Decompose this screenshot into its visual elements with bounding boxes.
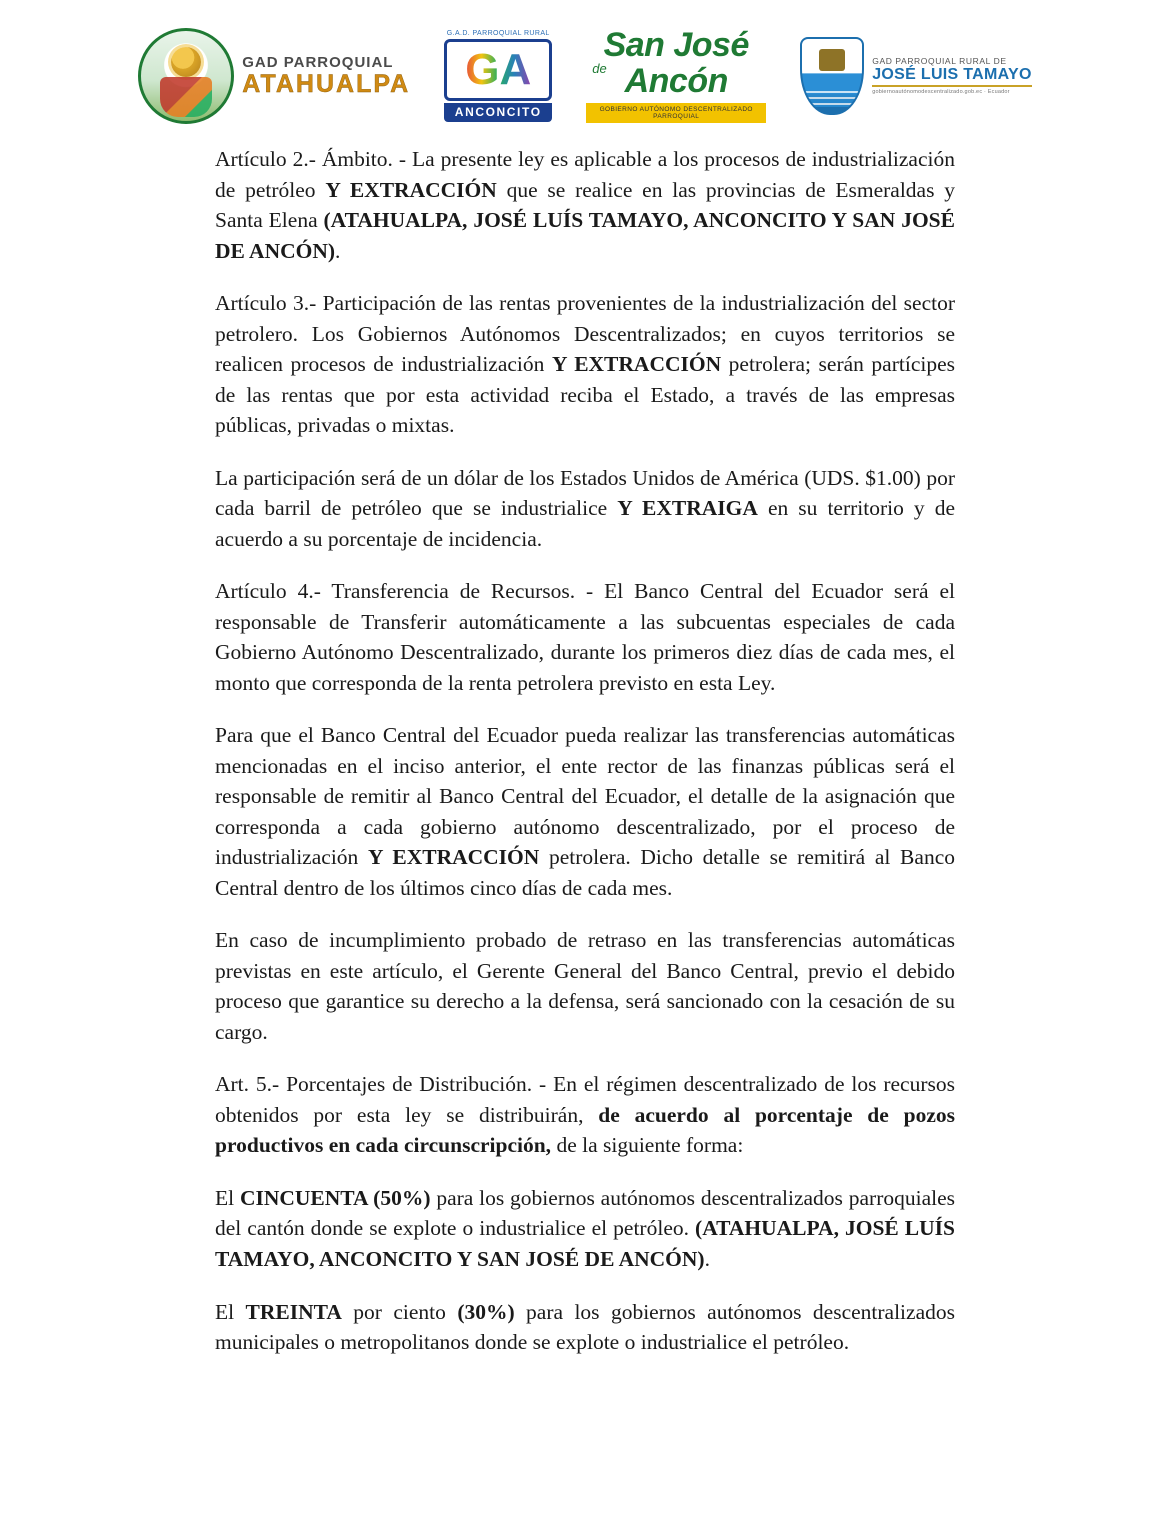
emphasis-run: (ATAHUALPA, JOSÉ LUÍS TAMAYO, ANCONCITO Y SAN JOSÉ DE ANCÓN)	[215, 208, 955, 263]
text-run: petrolera. Dicho detalle se remitirá al Banco Central dentro de los últimos cinco días de cada mes.	[215, 845, 955, 900]
document-body	[215, 144, 955, 1382]
emphasis-run: de acuerdo al porcentaje de pozos productivos en cada circunscripción,	[215, 1102, 955, 1158]
text-run: .	[335, 238, 341, 263]
tamayo-logo-line2: JOSÉ LUIS TAMAYO	[872, 65, 1032, 83]
text-run: Art. 5.- Porcentajes de Distribución. - En el régimen descentralizado de los recursos obtenidos por esta ley se distribuirán,	[215, 1072, 955, 1127]
text-run: Para que el Banco Central del Ecuador pueda realizar las transferencias automáticas mencionadas en el inciso anterior, el ente rector de las finanzas públicas será el responsable de remitir al Banco Central del Ecuador, el detalle de la asignación que corresponda a cada gobierno autónomo descentralizado, por el proceso de industrialización	[215, 723, 955, 870]
text-run: para los gobiernos autónomos descentralizados parroquiales del cantón donde se explote o industrialice el petróleo.	[215, 1185, 956, 1241]
articulo-5-porcentajes	[215, 1069, 955, 1161]
anconcito-logo-top: G.A.D. PARROQUIAL RURAL	[446, 30, 550, 37]
logo-san-jose-de-ancon	[586, 26, 766, 123]
ancon-logo-subtitle: GOBIERNO AUTÓNOMO DESCENTRALIZADO PARROQUIAL	[586, 103, 766, 123]
atahualpa-logo-line2: ATAHUALPA	[242, 69, 411, 98]
text-run: La participación será de un dólar de los Estados Unidos de América (UDS. $1.00) por cada barril de petróleo que se industrialice	[215, 465, 955, 521]
ancon-logo-line3: Ancón	[624, 61, 728, 100]
tamayo-logo-line3: gobiernoautónomodescentralizado.gob.ec · Ecuador	[872, 89, 1010, 96]
distribucion-treinta	[215, 1297, 955, 1358]
ancon-logo-line1: San José	[603, 26, 749, 65]
tamayo-logo-line1: GAD PARROQUIAL RURAL DE	[872, 55, 1007, 66]
incumplimiento-sancion	[215, 925, 955, 1047]
emphasis-run: CINCUENTA (50%)	[239, 1185, 431, 1210]
logo-gad-parroquial-atahualpa	[138, 28, 410, 124]
emphasis-run: Y EXTRACCIÓN	[367, 845, 540, 870]
articulo-3-participacion	[215, 288, 955, 441]
tamayo-logo-divider	[872, 85, 1032, 87]
text-run: En caso de incumplimiento probado de retraso en las transferencias automáticas previstas en este artículo, el Gerente General del Banco Central, previo el debido proceso que garantice su derecho a la defensa, será sancionado con la cesación de su cargo.	[215, 928, 955, 1044]
text-run: El	[215, 1299, 246, 1324]
text-run: Artículo 3.- Participación de las rentas provenientes de la industrialización del sector petrolero. Los Gobiernos Autónomos Descentralizados; en cuyos territorios se realicen procesos de industrialización	[215, 291, 955, 377]
anconcito-monogram-icon	[444, 39, 552, 101]
anconcito-logo-band: ANCONCITO	[444, 103, 552, 122]
emphasis-run: (ATAHUALPA, JOSÉ LUÍS TAMAYO, ANCONCITO Y SAN JOSÉ DE ANCÓN)	[215, 1216, 955, 1271]
text-run: de la siguiente forma:	[551, 1133, 744, 1158]
institutional-logo-bar	[0, 0, 1170, 138]
text-run: Artículo 2.- Ámbito. - La presente ley es aplicable a los procesos de industrialización de petróleo	[215, 147, 955, 202]
text-run: Artículo 4.- Transferencia de Recursos. - El Banco Central del Ecuador será el responsable de Transferir automáticamente a las subcuentas especiales de cada Gobierno Autónomo Descentralizado, durante los primeros diez días de cada mes, el monto que corresponda de la renta petrolera previsto en esta Ley.	[215, 579, 955, 695]
emphasis-run: Y EXTRACCIÓN	[551, 352, 722, 377]
participacion-dolar	[215, 463, 955, 555]
anconcito-logo-mark: GA	[465, 45, 532, 94]
text-run: petrolera; serán partícipes de las rentas que por esta actividad reciba el Estado, a través de las empresas públicas, privadas o mixtas.	[215, 352, 955, 438]
ancon-logo-line2: de	[592, 60, 607, 76]
emphasis-run: TREINTA	[245, 1299, 342, 1324]
text-run: por ciento	[341, 1299, 458, 1324]
emphasis-run: Y EXTRAIGA	[617, 496, 758, 521]
text-run: .	[704, 1246, 710, 1271]
text-run: que se realice en las provincias de Esmeraldas y Santa Elena	[215, 177, 955, 233]
logo-gad-parroquial-anconcito	[444, 30, 552, 122]
logo-gad-jose-luis-tamayo	[800, 37, 1032, 115]
tamayo-shield-icon	[800, 37, 864, 115]
text-run: para los gobiernos autónomos descentralizados municipales o metropolitanos donde se explote o industrialice el petróleo.	[215, 1299, 955, 1355]
emphasis-run: Y EXTRACCIÓN	[325, 177, 497, 202]
articulo-4-transferencia	[215, 576, 955, 698]
atahualpa-seal-icon	[138, 28, 234, 124]
atahualpa-logo-line1: GAD PARROQUIAL	[242, 54, 394, 71]
text-run: El	[215, 1185, 240, 1210]
banco-central-transferencias	[215, 720, 955, 903]
emphasis-run: (30%)	[457, 1299, 515, 1324]
text-run: en su territorio y de acuerdo a su porcentaje de incidencia.	[215, 496, 955, 551]
distribucion-cincuenta	[215, 1183, 955, 1275]
articulo-2-ambito	[215, 144, 955, 266]
